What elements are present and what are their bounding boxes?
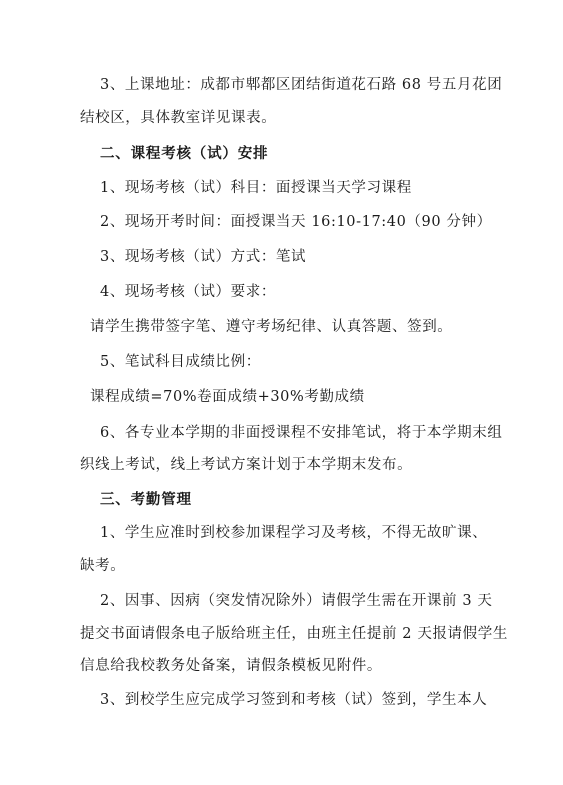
text-line: 1、现场考核（试）科目：面授课当天学习课程 (100, 180, 412, 196)
text-line: 信息给我校教务处备案，请假条模板见附件。 (80, 658, 382, 674)
text-line: 课程成绩=70%卷面成绩+30%考勤成绩 (90, 389, 365, 405)
section-heading: 三、考勤管理 (100, 492, 192, 508)
text-line: 请学生携带签字笔、遵守考场纪律、认真答题、签到。 (90, 319, 453, 335)
text-line: 3、到校学生应完成学习签到和考核（试）签到，学生本人 (100, 692, 488, 708)
text-line: 提交书面请假条电子版给班主任，由班主任提前 2 天报请假学生 (80, 626, 508, 642)
section-heading: 二、课程考核（试）安排 (100, 146, 269, 162)
text-line: 织线上考试，线上考试方案计划于本学期末发布。 (80, 457, 413, 473)
text-line: 5、笔试科目成绩比例： (100, 354, 261, 370)
text-line: 结校区，具体教室详见课表。 (80, 110, 277, 126)
text-line: 3、上课地址：成都市郫都区团结街道花石路 68 号五月花团 (100, 77, 503, 93)
text-line: 2、现场开考时间：面授课当天 16:10-17:40（90 分钟） (100, 214, 492, 230)
text-line: 6、各专业本学期的非面授课程不安排笔试，将于本学期末组 (100, 425, 503, 441)
text-line: 缺考。 (80, 558, 126, 574)
text-line: 4、现场考核（试）要求： (100, 284, 276, 300)
text-line: 1、学生应准时到校参加课程学习及考核，不得无故旷课、 (100, 525, 488, 541)
text-line: 3、现场考核（试）方式：笔试 (100, 249, 307, 265)
text-line: 2、因事、因病（突发情况除外）请假学生需在开课前 3 天 (100, 593, 493, 609)
